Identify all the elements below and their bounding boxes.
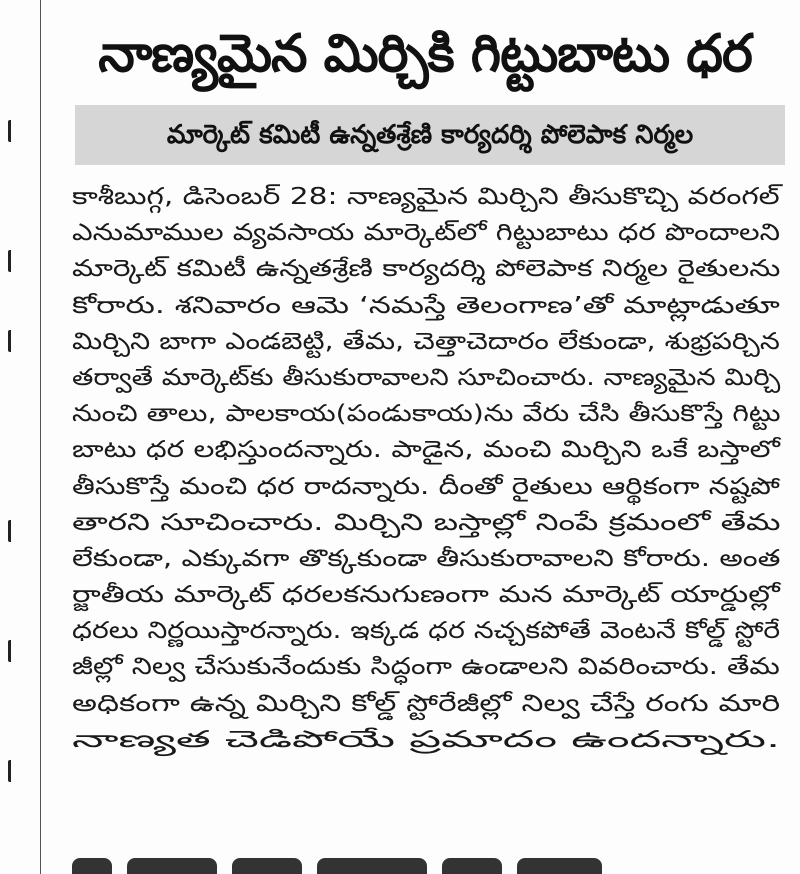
cropped-glyph-fragment	[232, 858, 302, 874]
cropped-glyph-fragment	[317, 858, 427, 874]
cropped-next-line	[72, 858, 632, 874]
column-fragment-mark	[8, 520, 21, 542]
adjacent-column-fragments	[2, 0, 32, 874]
column-fragment-mark	[8, 250, 21, 272]
body-line: జీల్లో నిల్వ చేసుకునేందుకు సిద్ధంగా ఉండాలని వివరించారు. తేమ	[72, 652, 780, 681]
body-line: ర్జాతీయ మార్కెట్ ధరలకనుగుణంగా మన మార్కెట్ యార్డుల్లో	[72, 580, 780, 609]
body-line: కాశీబుగ్గ, డిసెంబర్ 28: నాణ్యమైన మిర్చిని తీసుకొచ్చి వరంగల్	[72, 182, 780, 210]
body-line: బాటు ధర లభిస్తుందన్నారు. పాడైన, మంచి మిర్చిని ఒకే బస్తాలో	[72, 435, 780, 464]
cropped-glyph-fragment	[127, 858, 217, 874]
body-line: కోరారు. శనివారం ఆమె ‘నమస్తే తెలంగాణ’తో మాట్లాడుతూ	[72, 290, 780, 319]
column-fragment-mark	[8, 640, 21, 662]
cropped-glyph-fragment	[72, 858, 112, 874]
body-line: నాణ్యత చెడిపోయే ప్రమాదం ఉందన్నారు.	[72, 724, 781, 753]
body-line: అధికంగా ఉన్న మిర్చిని కోల్డ్ స్టోరేజీల్లో నిల్వ చేస్తే రంగు మారి	[72, 688, 781, 717]
subheadline-banner	[75, 105, 785, 165]
article-headline: నాణ్యమైన మిర్చికి గిట్టుబాటు ధర	[98, 24, 752, 84]
body-line: ధరలు నిర్ణయిస్తారన్నారు. ఇక్కడ ధర నచ్చకపోతే వెంటనే కోల్డ్ స్టోరే	[72, 616, 781, 645]
body-line: మిర్చిని బాగా ఎండబెట్టి, తేమ, చెత్తాచెదారం లేకుండా, శుభ్రపర్చిన	[72, 326, 780, 355]
body-line: తర్వాతే మార్కెట్‌కు తీసుకురావాలని సూచించారు. నాణ్యమైన మిర్చి	[72, 362, 781, 391]
body-line: తీసుకొస్తే మంచి ధర రాదన్నారు. దీంతో రైతులు ఆర్థికంగా నష్టపో	[72, 471, 780, 500]
column-fragment-mark	[8, 330, 21, 352]
body-line: తారని సూచించారు. మిర్చిని బస్తాల్లో నింపే క్రమంలో తేమ	[72, 507, 781, 536]
body-line: నుంచి తాలు, పాలకాయ(పండుకాయ)ను వేరు చేసి తీసుకొస్తే గిట్టు	[72, 399, 781, 428]
cropped-glyph-fragment	[517, 858, 602, 874]
column-fragment-mark	[8, 760, 21, 782]
body-line: మార్కెట్ కమిటీ ఉన్నతశ్రేణి కార్యదర్శి పోలెపాక నిర్మల రైతులను	[72, 254, 781, 283]
column-divider	[40, 0, 41, 874]
column-fragment-mark	[8, 120, 21, 142]
cropped-glyph-fragment	[442, 858, 502, 874]
article-body	[72, 178, 782, 757]
body-line: ఎనుమాముల వ్యవసాయ మార్కెట్‌లో గిట్టుబాటు ధర పొందాలని	[72, 218, 781, 247]
article-subheadline: మార్కెట్ కమిటీ ఉన్నతశ్రేణి కార్యదర్శి పోలెపాక నిర్మల	[166, 120, 694, 150]
body-line: లేకుండా, ఎక్కువగా తొక్కకుండా తీసుకురావాలని కోరారు. అంత	[72, 543, 781, 572]
